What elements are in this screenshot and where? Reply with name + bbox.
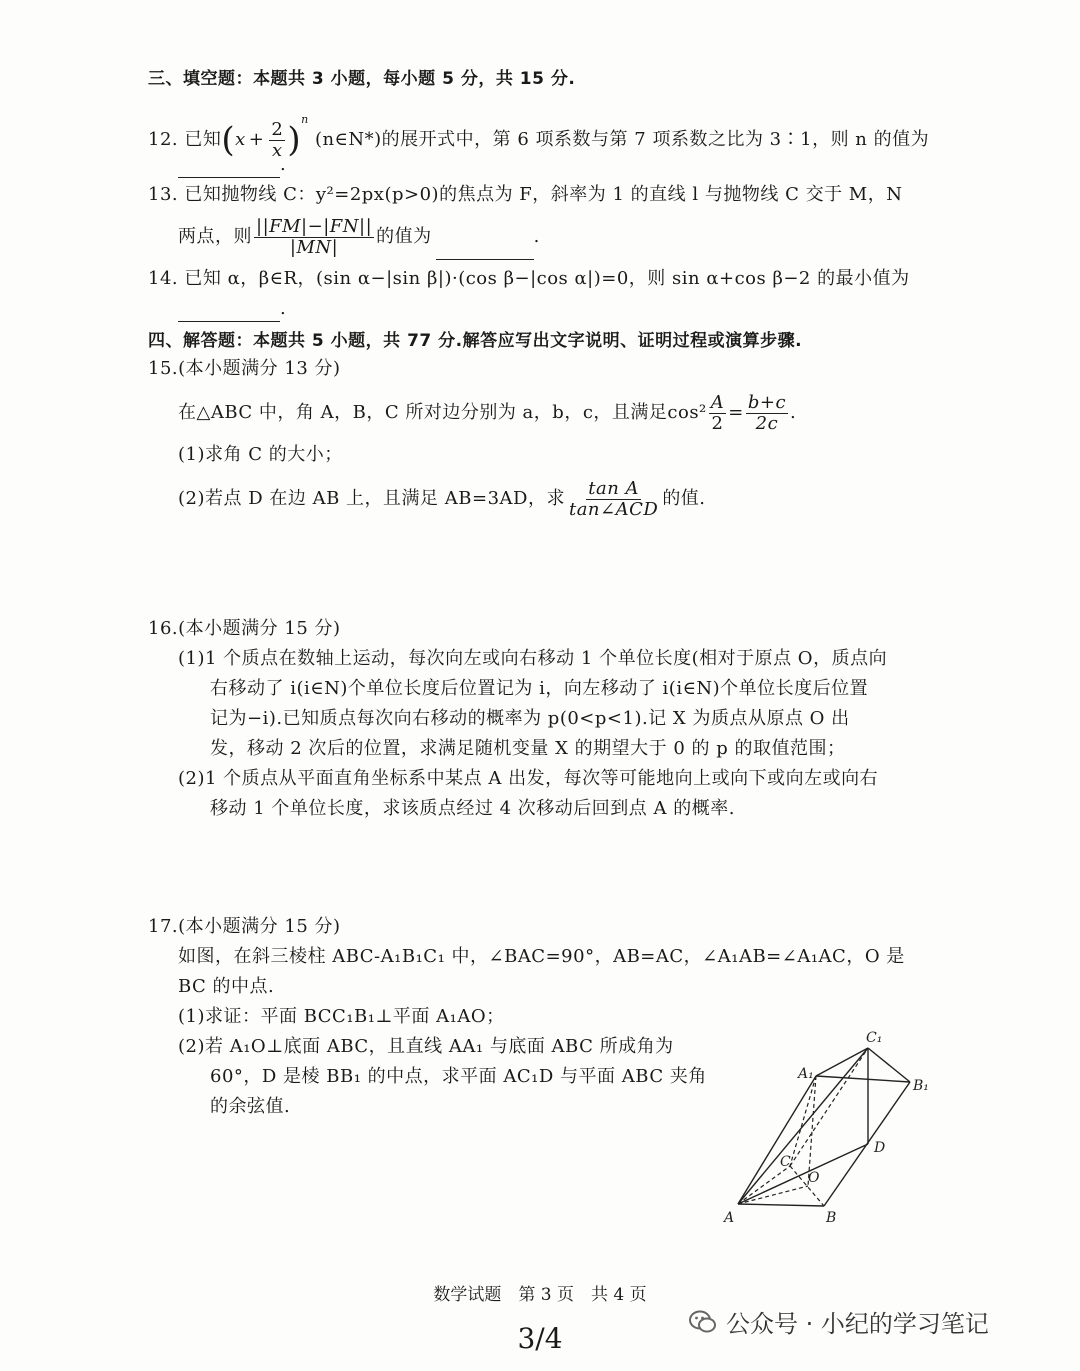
question-14-answer-line	[178, 296, 286, 322]
question-13-text: 已知抛物线 C：y²=2px(p>0)的焦点为 F，斜率为 1 的直线 l 与抛物线 C 交于 M，N	[184, 184, 903, 205]
question-16-header	[148, 616, 341, 642]
question-13-line-1	[148, 182, 903, 208]
q15-eq: =	[728, 402, 744, 423]
question-17-score: (本小题满分 15 分)	[178, 916, 341, 937]
q15-p2-pre: (2)若点 D 在边 AB 上，且满足 AB=3AD，求	[178, 488, 565, 509]
q15-frac-1	[709, 393, 727, 434]
q15-frac-2	[746, 393, 788, 434]
q15-p2-post: 的值.	[662, 488, 706, 509]
q12-exponent: n	[301, 113, 309, 126]
question-14-text: 已知 α，β∈R，(sin α−|sin β|)·(cos β−|cos α|)=0，则 sin α+cos β−2 的最小值为	[184, 268, 910, 289]
q15-stem-pre: 在△ABC 中，角 A，B，C 所对边分别为 a，b，c，且满足cos²	[178, 402, 707, 423]
q12-plus: +	[248, 129, 265, 150]
prism-figure	[716, 1026, 946, 1232]
question-17-line-1: 如图，在斜三棱柱 ABC-A₁B₁C₁ 中，∠BAC=90°，AB=AC，∠A₁AB=∠A₁AC，O 是	[178, 946, 905, 967]
q15-f2-den: 2c	[755, 412, 779, 434]
question-13-number: 13.	[148, 184, 179, 205]
answer-blank-12[interactable]	[178, 157, 280, 178]
question-17-line-6: 的余弦值.	[210, 1096, 291, 1117]
q15-stem-end: .	[790, 402, 797, 423]
edge-c1-b1	[868, 1048, 910, 1082]
question-15-part-2	[178, 476, 706, 522]
q15-frac-3	[567, 479, 660, 520]
segment-a-o-hidden	[738, 1186, 808, 1204]
question-12-number: 12.	[148, 129, 179, 150]
q13-frac-num: ||FM|−|FN||	[256, 215, 373, 237]
paren-close: )	[287, 120, 302, 160]
q15-f1-den: 2	[711, 412, 724, 434]
question-12-answer-line	[178, 152, 286, 178]
edge-a-a1	[738, 1076, 816, 1204]
question-14	[148, 266, 910, 292]
question-13-pre: 两点，则	[178, 226, 252, 247]
period: .	[280, 298, 287, 319]
question-13-line-2	[178, 214, 540, 260]
question-16-line-5: (2)1 个质点从平面直角坐标系中某点 A 出发，每次等可能地向上或向下或向左或向右	[178, 768, 879, 789]
q13-fraction	[254, 217, 374, 258]
question-13-post: 的值为	[376, 226, 432, 247]
answer-blank-13[interactable]	[436, 239, 534, 260]
question-17-line-2: BC 的中点.	[178, 976, 275, 997]
question-17-line-4: (2)若 A₁O⊥底面 ABC，且直线 AA₁ 与底面 ABC 所成角为	[178, 1036, 674, 1057]
label-a1: A₁	[798, 1066, 814, 1082]
question-16-line-4: 发，移动 2 次后的位置，求满足随机变量 X 的期望大于 0 的 p 的取值范围；	[210, 738, 846, 759]
label-d: D	[874, 1140, 886, 1156]
question-16-score: (本小题满分 15 分)	[178, 618, 341, 639]
label-c: C	[780, 1154, 791, 1170]
section-4-heading: 四、解答题：本题共 5 小题，共 77 分.解答应写出文字说明、证明过程或演算步骤.	[148, 331, 803, 351]
edge-a1-c1	[816, 1048, 868, 1076]
question-17-line-3: (1)求证：平面 BCC₁B₁⊥平面 A₁AO；	[178, 1006, 505, 1027]
q12-frac-den: x	[272, 139, 283, 161]
watermark-text: 公众号 · 小纪的学习笔记	[726, 1310, 989, 1338]
question-16-line-6: 移动 1 个单位长度，求该质点经过 4 次移动后回到点 A 的概率.	[210, 798, 735, 819]
edge-a1-b1	[816, 1076, 910, 1082]
period: .	[280, 154, 287, 175]
segment-a-d	[738, 1144, 868, 1204]
question-12-pre: 已知	[184, 129, 222, 150]
answer-blank-14[interactable]	[178, 301, 280, 322]
question-12-cond: (n∈N*)	[314, 129, 382, 150]
q12-x: x	[235, 129, 246, 150]
q13-frac-den: |MN|	[289, 236, 339, 258]
question-16-number: 16.	[148, 618, 179, 639]
question-12-text: 的展开式中，第 6 项系数与第 7 项系数之比为 3∶1，则 n 的值为	[381, 129, 930, 150]
question-17-header	[148, 914, 341, 940]
question-16-line-3: 记为−i).已知质点每次向右移动的概率为 p(0<p<1).记 X 为质点从原点 O 出	[210, 708, 850, 729]
edge-a-b	[738, 1204, 824, 1206]
question-16-line-2: 右移动了 i(i∈N)个单位长度后位置记为 i，向左移动了 i(i∈N)个单位长度后位置	[210, 678, 869, 699]
question-17-line-5: 60°，D 是棱 BB₁ 的中点，求平面 AC₁D 与平面 ABC 夹角	[210, 1066, 707, 1087]
label-a: A	[724, 1210, 735, 1226]
label-o: O	[808, 1170, 820, 1186]
paren-open: (	[221, 120, 236, 160]
label-b1: B₁	[913, 1078, 929, 1094]
q15-f1-num: A	[710, 391, 725, 413]
question-15-number: 15.	[148, 358, 179, 379]
label-c1: C₁	[866, 1030, 883, 1046]
segment-a1-c-hidden	[790, 1076, 816, 1166]
period: .	[533, 226, 540, 247]
edge-a-c-hidden	[738, 1166, 790, 1204]
question-17-number: 17.	[148, 916, 179, 937]
page-footer: 数学试题 第 3 页 共 4 页	[433, 1285, 647, 1305]
label-b: B	[826, 1210, 837, 1226]
question-15-part-1: (1)求角 C 的大小；	[178, 444, 343, 465]
q15-f3-num: tan A	[588, 477, 640, 499]
question-15-score: (本小题满分 13 分)	[178, 358, 341, 379]
question-15-stem	[178, 390, 796, 436]
question-15-header	[148, 356, 341, 382]
q15-f3-den: tan∠ACD	[568, 498, 659, 520]
q15-f2-num: b+c	[747, 391, 787, 413]
page-number: 3/4	[517, 1322, 563, 1355]
question-16-line-1: (1)1 个质点在数轴上运动，每次向左或向右移动 1 个单位长度(相对于原点 O，质点向	[178, 648, 888, 669]
q12-frac-num: 2	[271, 118, 284, 140]
section-3-heading: 三、填空题：本题共 3 小题，每小题 5 分，共 15 分.	[148, 69, 576, 89]
question-14-number: 14.	[148, 268, 179, 289]
